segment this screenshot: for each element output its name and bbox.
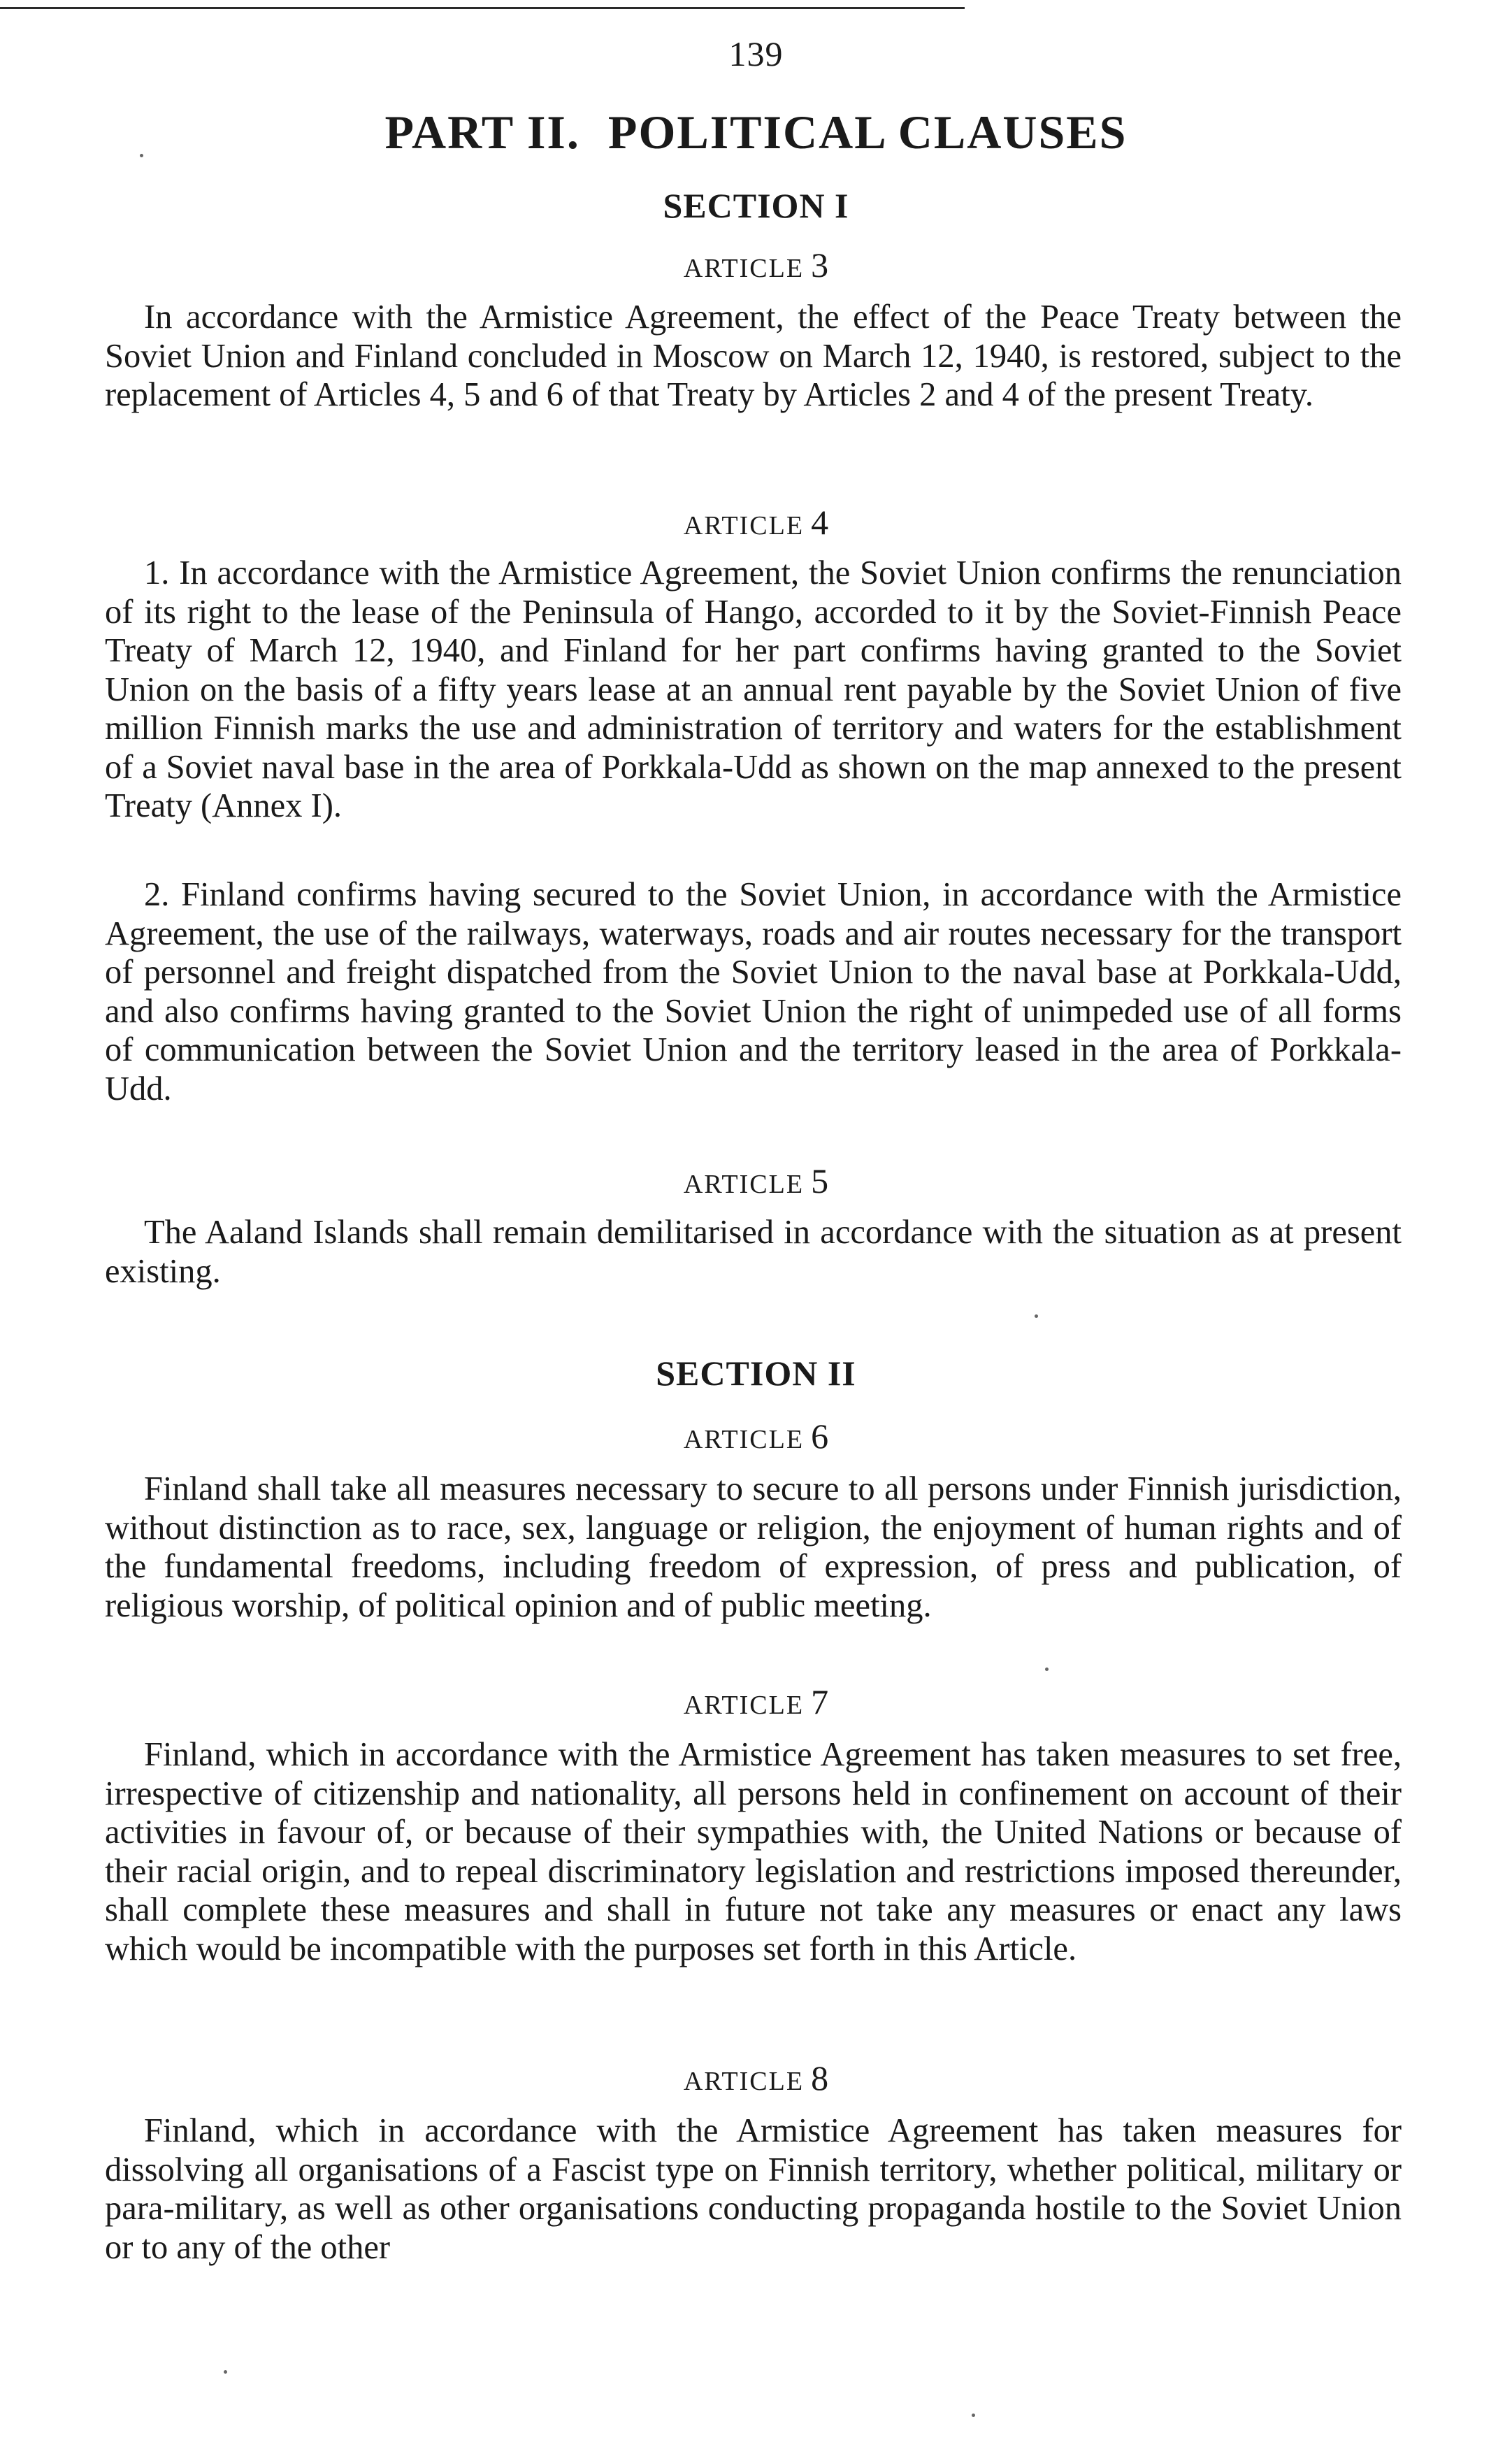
article-number: 5 xyxy=(811,1161,829,1200)
article-number: 3 xyxy=(811,245,829,285)
article-heading-5 xyxy=(0,1161,1512,1201)
article-label: ARTICLE xyxy=(683,511,805,540)
article-heading-4 xyxy=(0,502,1512,543)
scan-speck xyxy=(140,154,143,157)
article-label: ARTICLE xyxy=(683,1691,805,1720)
section-title-1: SECTION I xyxy=(663,186,849,225)
article-label: ARTICLE xyxy=(683,254,805,283)
article-3-paragraph-1: In accordance with the Armistice Agreement, the effect of the Peace Treaty between the Soviet Union and Finland concluded in Moscow on March 12, 1940, is restored, subject to the replacement of Articles 4, 5 and 6 of that Treaty by Articles 2 and 4 of the present Treaty. xyxy=(105,299,1402,413)
top-rule xyxy=(0,7,965,9)
scan-speck xyxy=(972,2414,975,2417)
article-label: ARTICLE xyxy=(683,1425,805,1454)
part-title-part: PART II. xyxy=(384,106,580,159)
article-label: ARTICLE xyxy=(683,1170,805,1199)
article-heading-6 xyxy=(0,1416,1512,1456)
article-heading-7 xyxy=(0,1681,1512,1722)
scan-speck xyxy=(224,2370,227,2374)
article-heading-8 xyxy=(0,2058,1512,2098)
article-number: 6 xyxy=(811,1417,829,1456)
article-7-paragraph-1: Finland, which in accordance with the Armistice Agreement has taken measures to set free, irrespective of citizenship and nationality, all persons held in confinement on account of their activities in favour of, or because of their sympathies with, the United Nations or because of their racial origin, and to repeal discriminatory legislation and restrictions imposed thereunder, shall complete these measures and shall in future not take any measures or enact any laws which would be incompatible with the purposes set forth in this Article. xyxy=(105,1736,1402,1967)
article-8-paragraph-1: Finland, which in accordance with the Armistice Agreement has taken measures for dissolving all organisations of a Fascist type on Finnish territory, whether political, military or para-military, as well as other organisations conducting propaganda hostile to the Soviet Union or to any of the other xyxy=(105,2112,1402,2266)
article-number: 7 xyxy=(811,1682,829,1721)
part-title xyxy=(0,105,1512,160)
section-title-2: SECTION II xyxy=(656,1354,856,1393)
part-title-heading: POLITICAL CLAUSES xyxy=(607,106,1128,159)
article-number: 8 xyxy=(811,2058,829,2098)
article-number: 4 xyxy=(811,503,829,542)
article-6-paragraph-1: Finland shall take all measures necessary to secure to all persons under Finnish jurisdiction, without distinction as to race, sex, language or religion, the enjoyment of human rights and of the fundamental freedoms, including freedom of expression, of press and publication, of religious worship, of political opinion and of public meeting. xyxy=(105,1470,1402,1624)
article-5-paragraph-1: The Aaland Islands shall remain demilitarised in accordance with the situation as at present existing. xyxy=(105,1214,1402,1290)
article-4-paragraph-2: 2. Finland confirms having secured to the Soviet Union, in accordance with the Armistice Agreement, the use of the railways, waterways, roads and air routes necessary for the transport of personnel and freight dispatched from the Soviet Union to the naval base at Porkkala-Udd, and also confirms having granted to the Soviet Union the right of unimpeded use of all forms of communication between the Soviet Union and the territory leased in the area of Porkkala-Udd. xyxy=(105,876,1402,1107)
article-heading-3 xyxy=(0,245,1512,285)
article-label: ARTICLE xyxy=(683,2067,805,2096)
page-number: 139 xyxy=(728,34,784,73)
article-4-paragraph-1: 1. In accordance with the Armistice Agreement, the Soviet Union confirms the renunciation of its right to the lease of the Peninsula of Hango, accorded to it by the Soviet-Finnish Peace Treaty of March 12, 1940, and Finland for her part confirms having granted to the Soviet Union on the basis of a fifty years lease at an annual rent payable by the Soviet Union of five million Finnish marks the use and administration of territory and waters for the establishment of a Soviet naval base in the area of Porkkala-Udd as shown on the map annexed to the present Treaty (Annex I). xyxy=(105,554,1402,824)
scan-speck xyxy=(1035,1314,1038,1318)
scan-speck xyxy=(1045,1668,1049,1671)
